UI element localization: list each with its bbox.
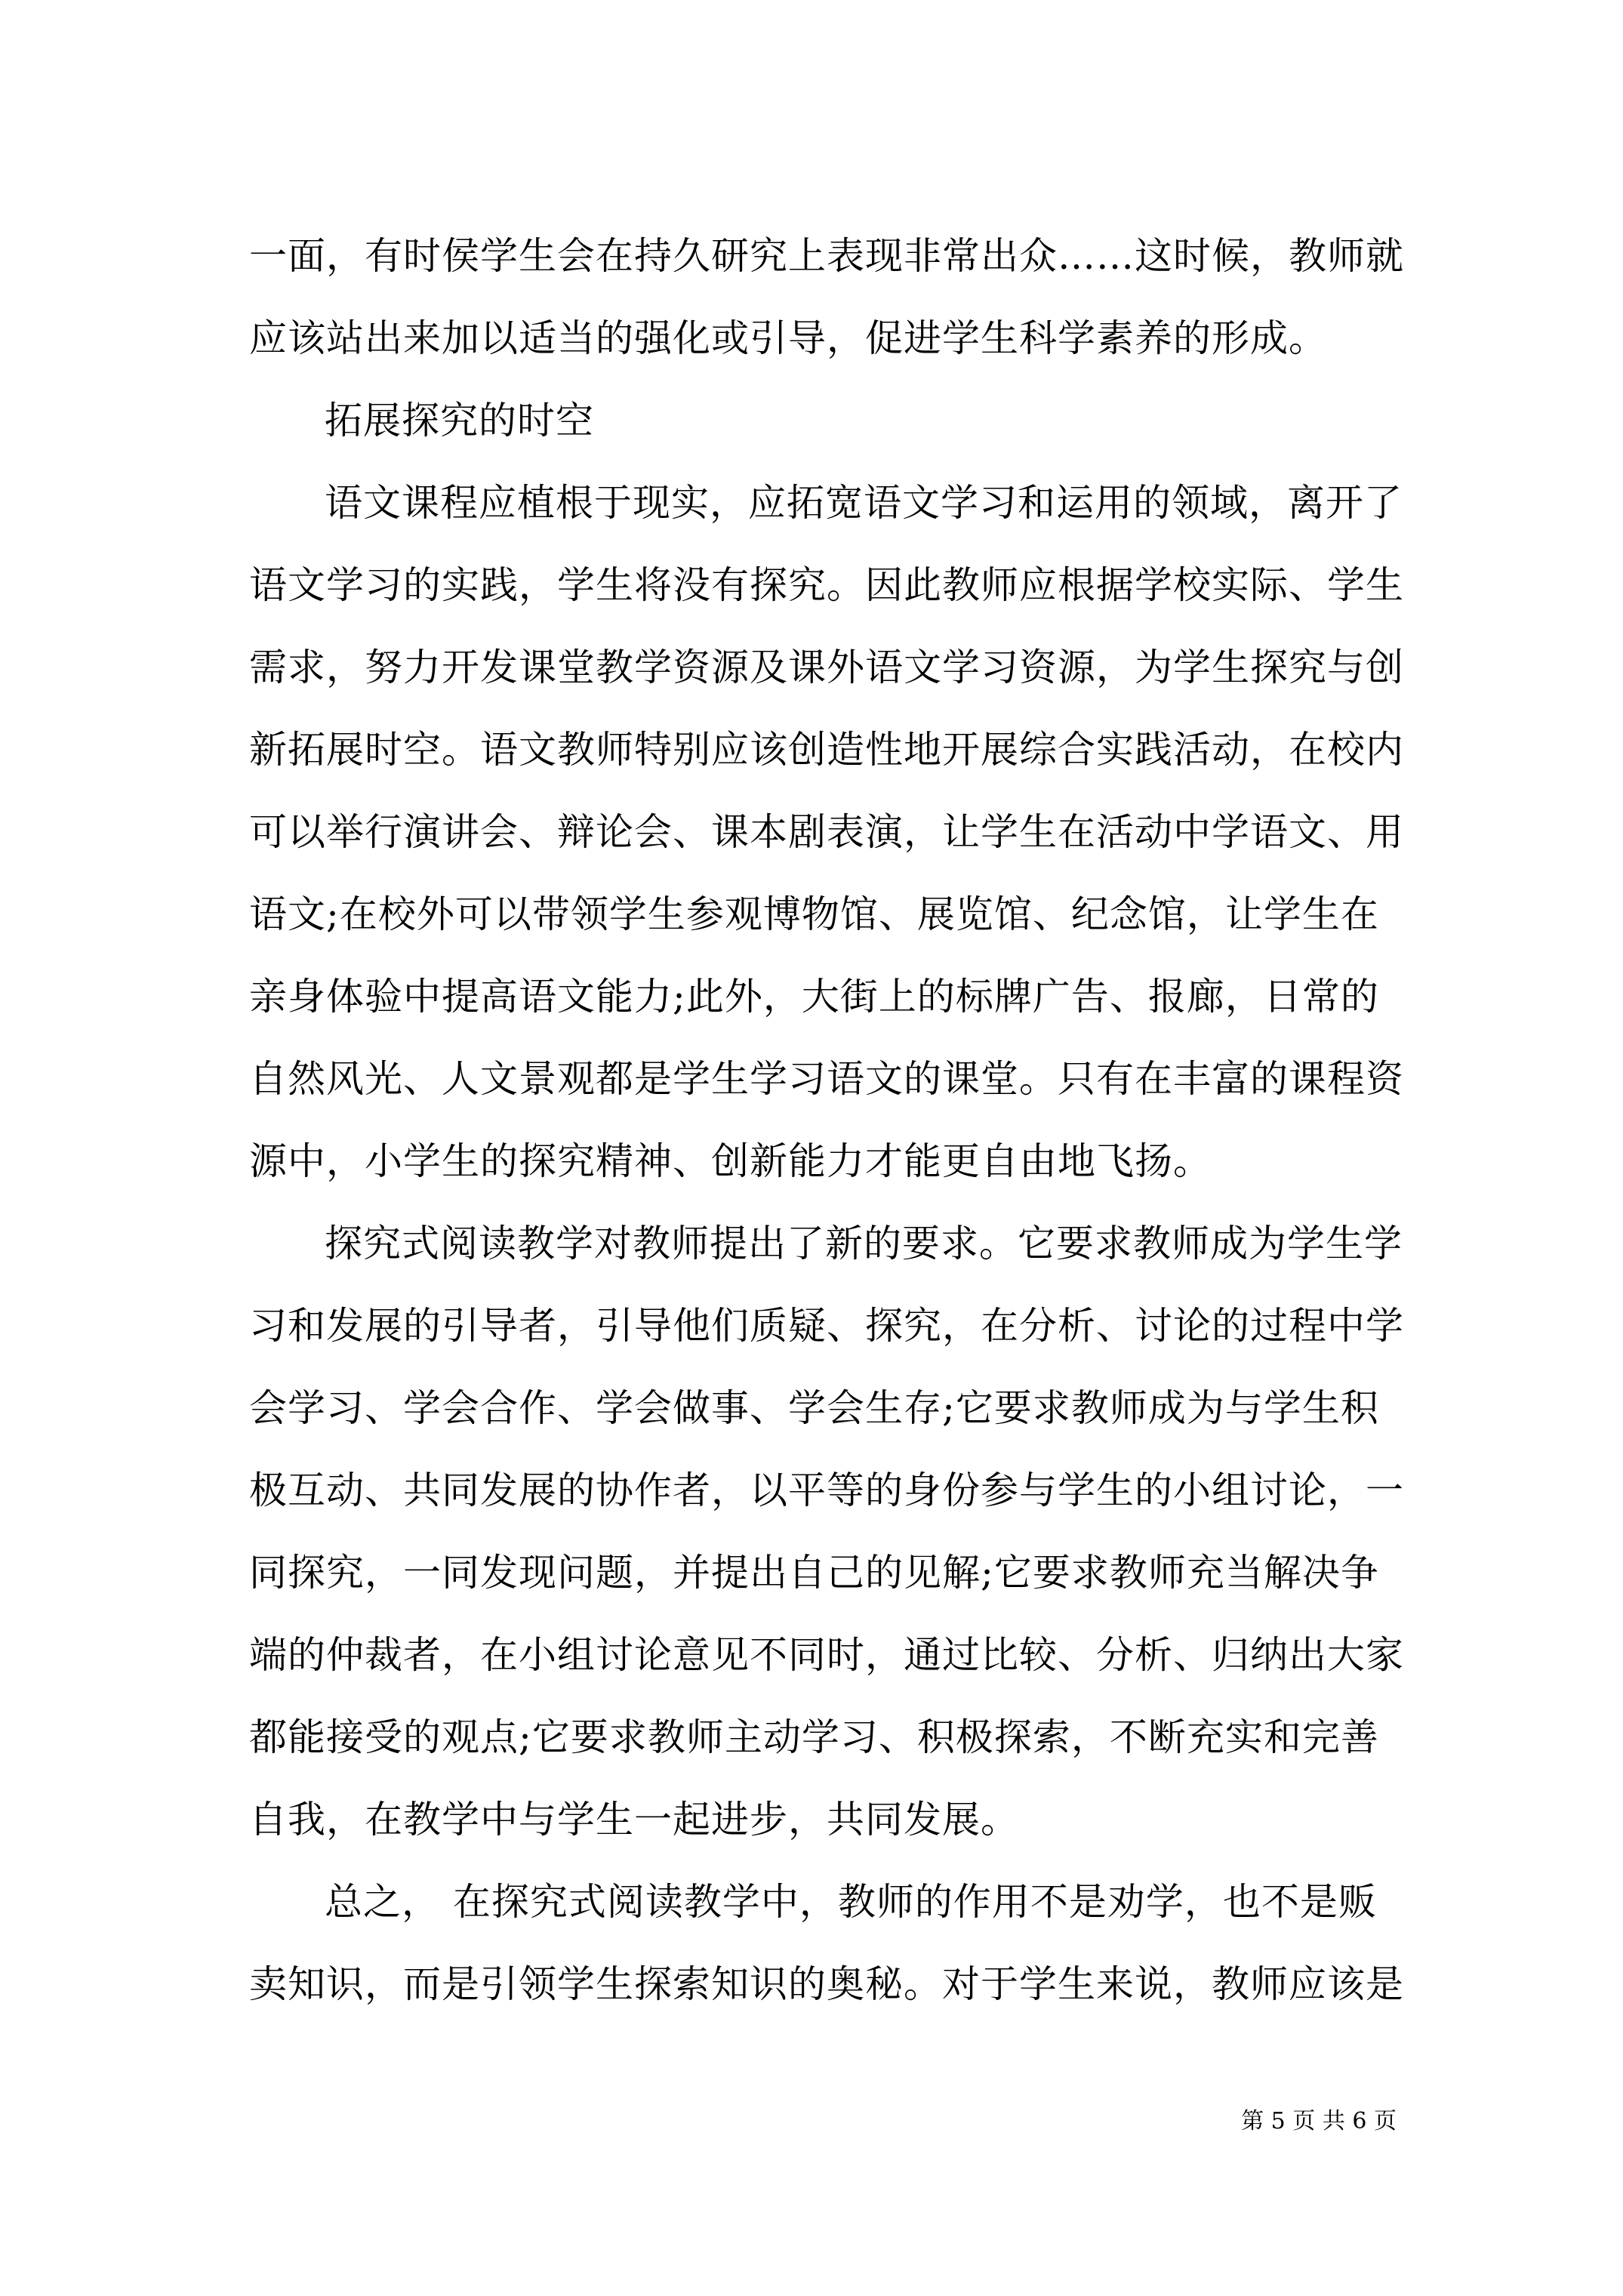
text-line: 极互动、共同发展的协作者，以平等的身份参与学生的小组讨论，一 <box>249 1469 1404 1512</box>
text-line: 总之， 在探究式阅读教学中，教师的作用不是劝学，也不是贩 <box>325 1880 1377 1924</box>
text-line: 需求，努力开发课堂教学资源及课外语文学习资源，为学生探究与创 <box>249 646 1404 689</box>
text-line: 亲身体验中提高语文能力;此外，大街上的标牌广告、报廊，日常的 <box>249 975 1379 1019</box>
text-line: 都能接受的观点;它要求教师主动学习、积极探索，不断充实和完善 <box>249 1715 1379 1759</box>
text-line: 可以举行演讲会、辩论会、课本剧表演，让学生在活动中学语文、用 <box>249 810 1404 854</box>
document-body <box>249 215 1404 2026</box>
text-line: 习和发展的引导者，引导他们质疑、探究，在分析、讨论的过程中学 <box>249 1304 1404 1348</box>
text-line: 自我，在教学中与学生一起进步，共同发展。 <box>249 1798 1019 1841</box>
text-line: 新拓展时空。语文教师特别应该创造性地开展综合实践活动，在校内 <box>249 728 1404 772</box>
text-line: 源中，小学生的探究精神、创新能力才能更自由地飞扬。 <box>249 1139 1212 1183</box>
text-line: 语文学习的实践，学生将没有探究。因此教师应根据学校实际、学生 <box>249 563 1404 607</box>
text-line: 应该站出来加以适当的强化或引导，促进学生科学素养的形成。 <box>249 316 1327 360</box>
text-line: 会学习、学会合作、学会做事、学会生存;它要求教师成为与学生积 <box>249 1386 1379 1430</box>
text-line: 自然风光、人文景观都是学生学习语文的课堂。只有在丰富的课程资 <box>249 1057 1404 1101</box>
text-line: 卖知识，而是引领学生探索知识的奥秘。对于学生来说，教师应该是 <box>249 1962 1404 2006</box>
text-line: 同探究，一同发现问题，并提出自己的见解;它要求教师充当解决争 <box>249 1551 1379 1595</box>
text-line: 语文课程应植根于现实，应拓宽语文学习和运用的领域，离开了 <box>325 481 1403 525</box>
section-heading: 拓展探究的时空 <box>325 399 594 442</box>
text-line: 探究式阅读教学对教师提出了新的要求。它要求教师成为学生学 <box>325 1222 1403 1265</box>
page-number-footer: 第 5 页 共 6 页 <box>1241 2108 1397 2134</box>
text-line: 一面，有时侯学生会在持久研究上表现非常出众……这时候，教师就 <box>249 234 1404 278</box>
text-line: 端的仲裁者，在小组讨论意见不同时，通过比较、分析、归纳出大家 <box>249 1633 1404 1677</box>
text-line: 语文;在校外可以带领学生参观博物馆、展览馆、纪念馆，让学生在 <box>249 892 1379 936</box>
